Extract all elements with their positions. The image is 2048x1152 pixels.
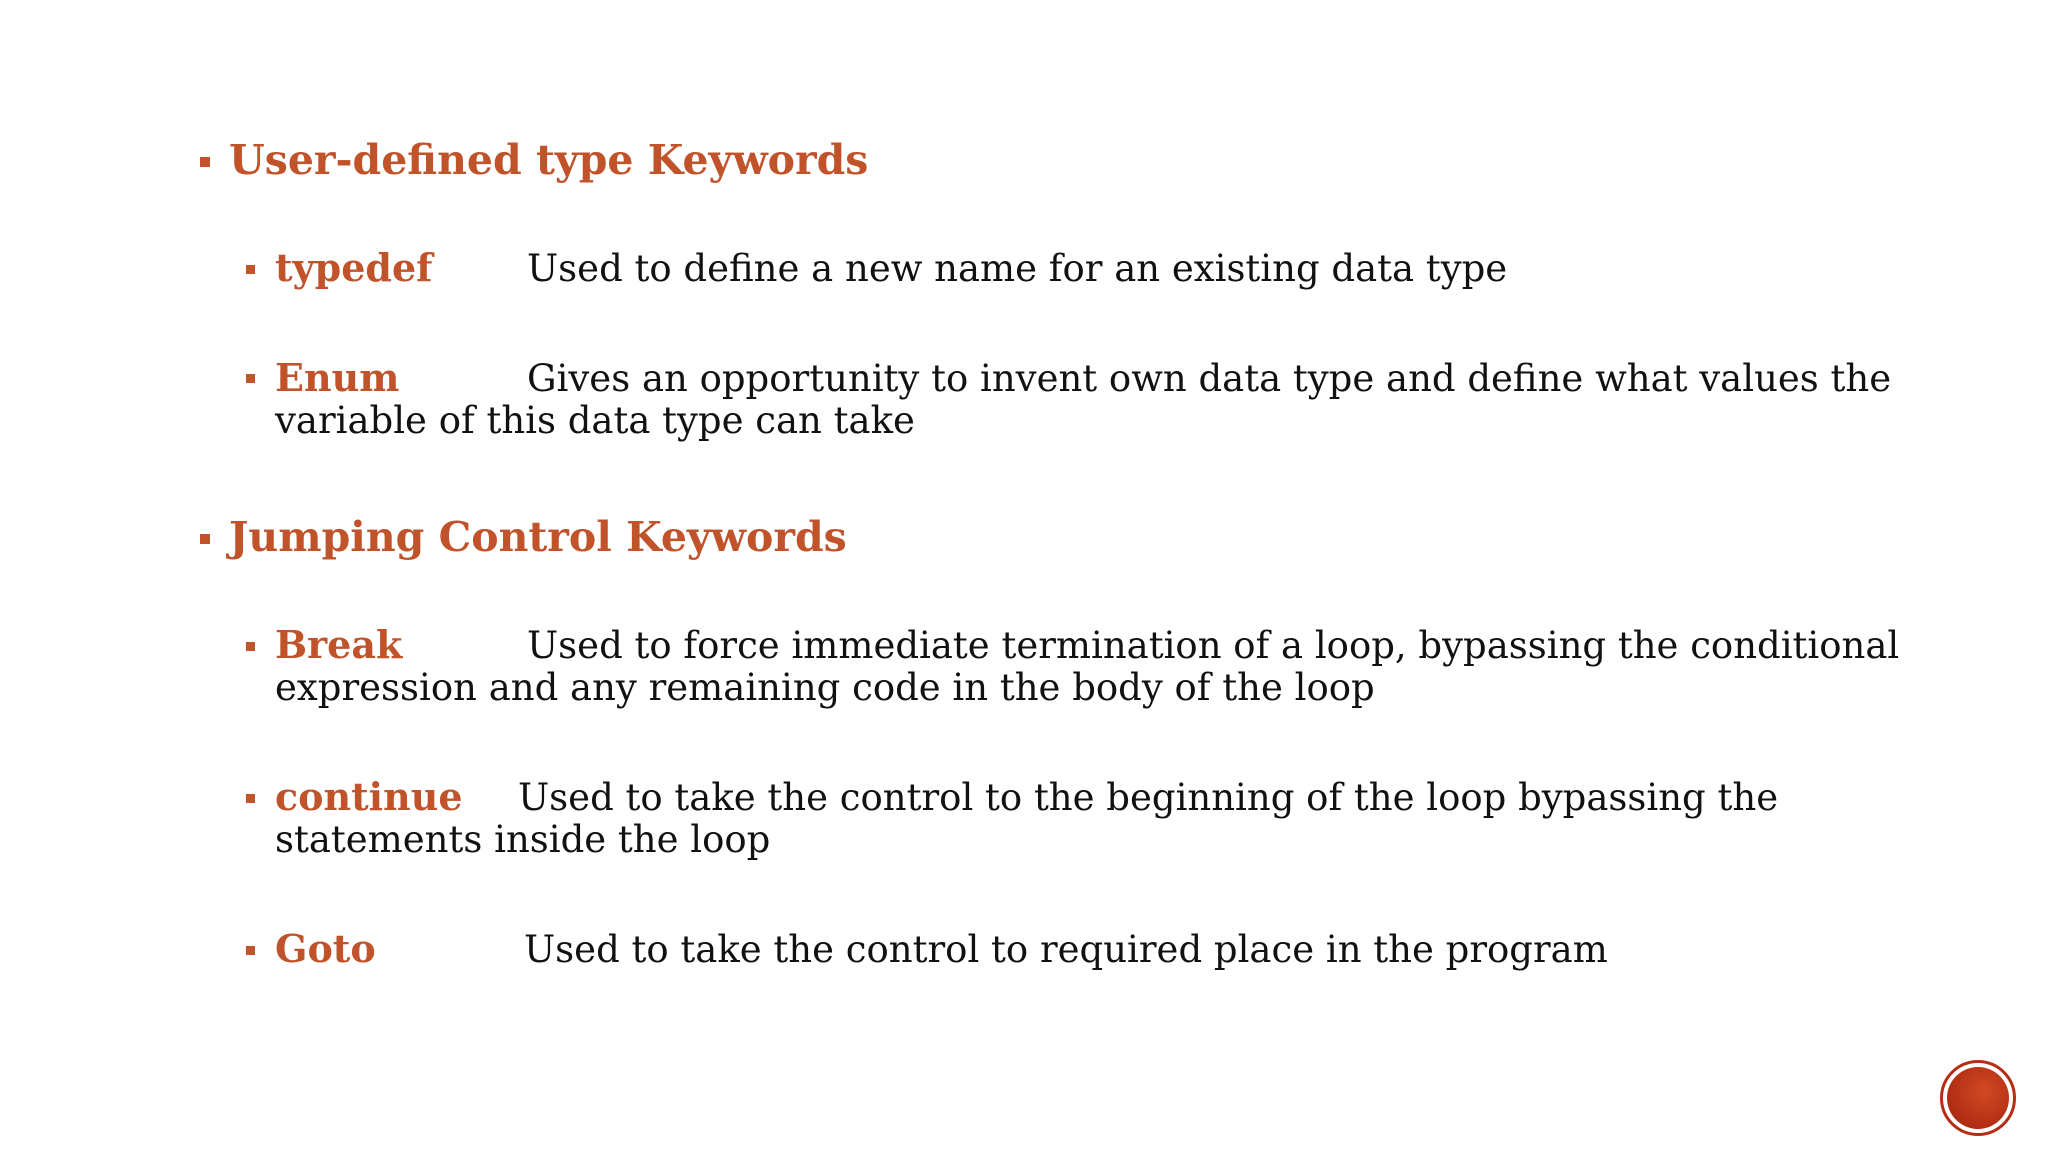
heading-bullet-icon [200,534,210,544]
heading-bullet-icon [200,157,210,167]
desc-continue-line2: statements inside the loop [275,818,771,861]
section-heading-jumping-control: Jumping Control Keywords [229,513,847,561]
desc-enum-line1: Gives an opportunity to invent own data type and define what values the [527,357,1892,400]
item-bullet-icon [246,642,255,651]
keyword-enum: Enum [275,355,400,400]
desc-goto-line1: Used to take the control to required place in the program [524,928,1608,971]
keyword-break: Break [275,622,403,667]
desc-break-line2: expression and any remaining code in the body of the loop [275,666,1375,709]
keyword-continue: continue [275,774,463,819]
desc-typedef-line1: Used to define a new name for an existing data type [527,247,1508,290]
item-bullet-icon [246,946,255,955]
item-bullet-icon [246,265,255,274]
item-bullet-icon [246,794,255,803]
desc-break-line1: Used to force immediate termination of a loop, bypassing the conditional [527,624,1900,667]
item-bullet-icon [246,374,255,383]
desc-enum-line2: variable of this data type can take [275,399,915,442]
keyword-goto: Goto [275,926,376,971]
keyword-typedef: typedef [275,245,433,290]
circle-button-fill [1947,1067,2009,1129]
section-heading-user-defined: User-defined type Keywords [229,136,869,184]
circle-button-icon[interactable] [1940,1060,2016,1136]
desc-continue-line1: Used to take the control to the beginning of the loop bypassing the [518,776,1779,819]
